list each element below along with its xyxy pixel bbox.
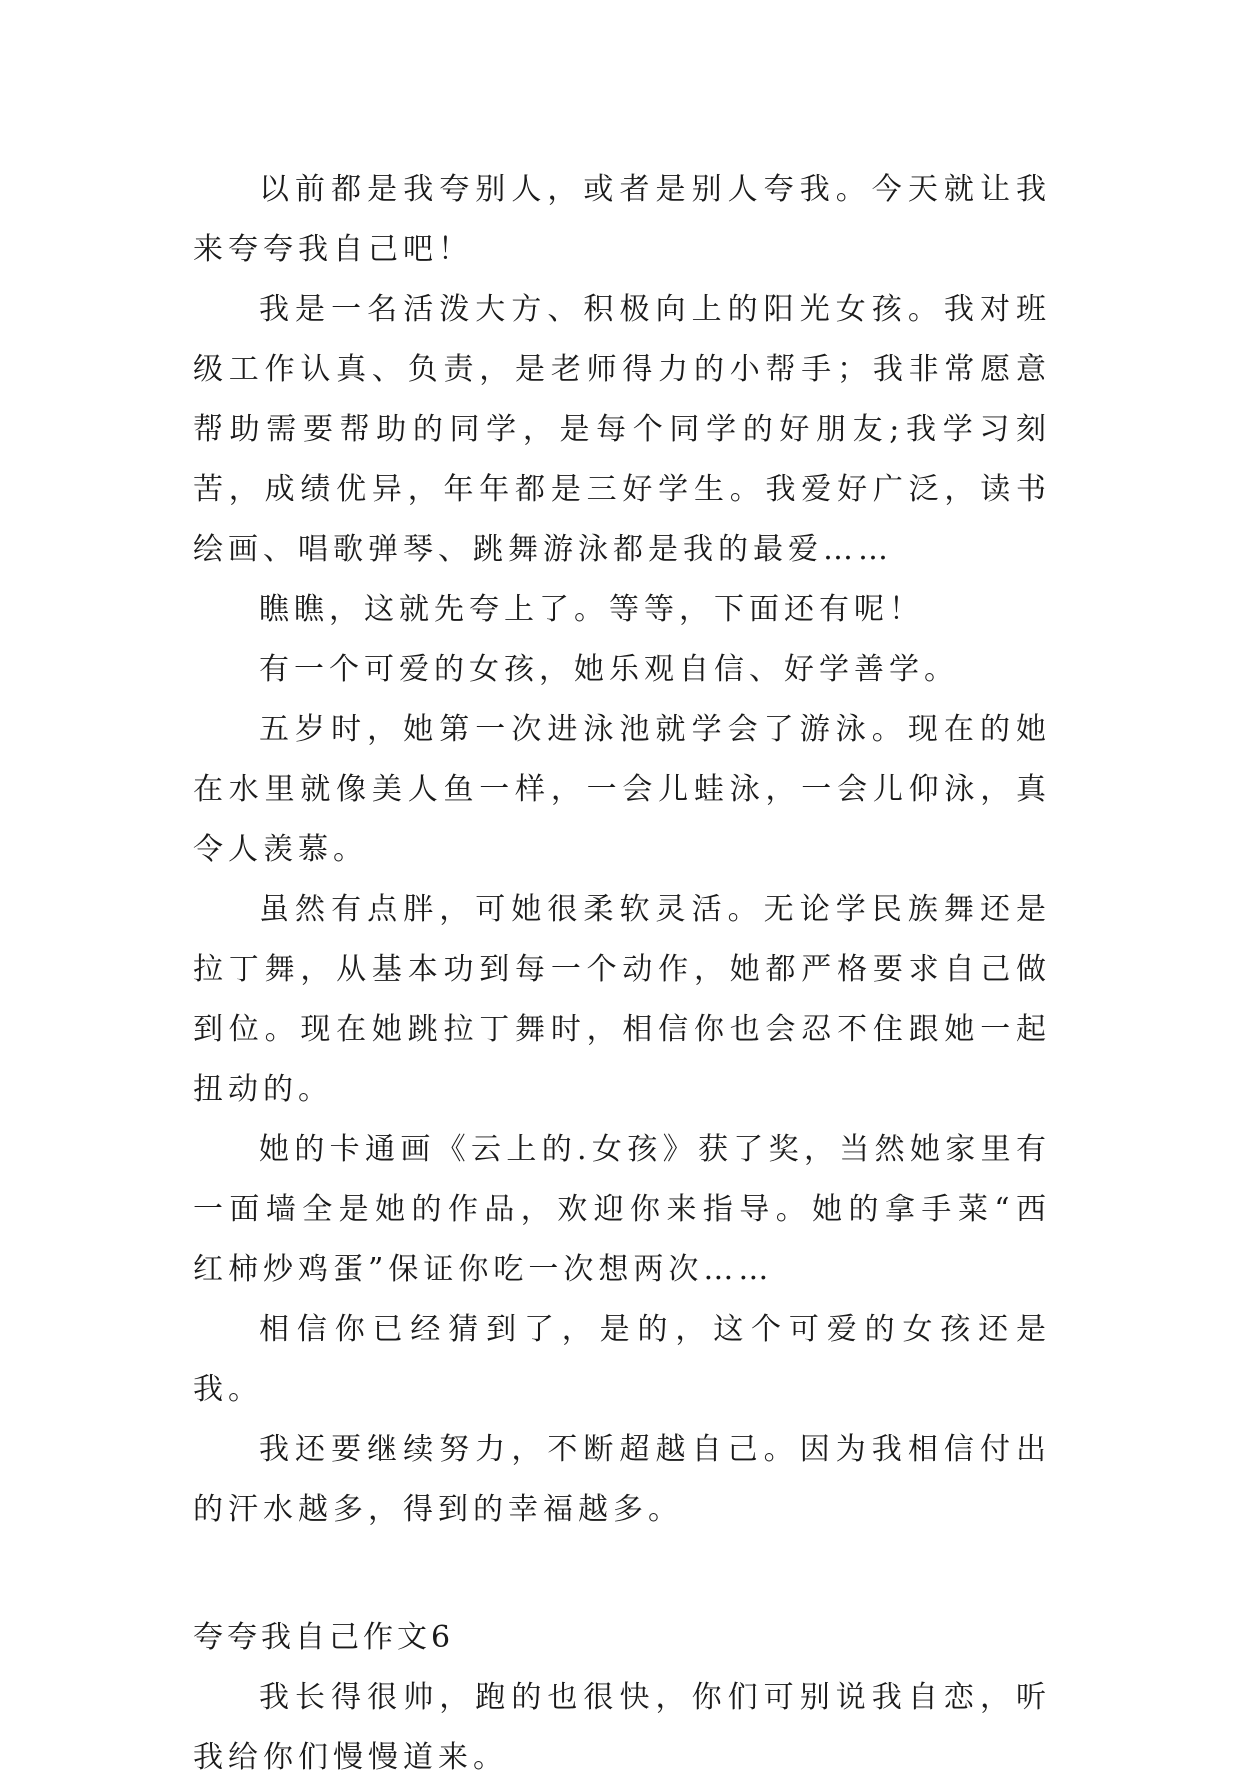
paragraph: 有一个可爱的女孩，她乐观自信、好学善学。 xyxy=(259,652,959,687)
paragraph: 我还要继续努力，不断超越自己。因为我相信付出的汗水越多，得到的幸福越多。 xyxy=(193,1432,1051,1527)
paragraph: 我是一名活泼大方、积极向上的阳光女孩。我对班级工作认真、负责，是老师得力的小帮手；我非常愿意帮助需要帮助的同学，是每个同学的好朋友;我学习刻苦，成绩优异，年年都是三好学生。我爱好广泛，读书绘画、唱歌弹琴、跳舞游泳都是我的最爱…… xyxy=(193,292,1051,567)
paragraph: 我长得很帅，跑的也很快，你们可别说我自恋，听我给你们慢慢道来。 xyxy=(193,1680,1051,1775)
paragraph: 以前都是我夸别人，或者是别人夸我。今天就让我来夸夸我自己吧！ xyxy=(193,172,1051,267)
paragraph: 她的卡通画《云上的.女孩》获了奖，当然她家里有一面墙全是她的作品，欢迎你来指导。她的拿手菜“西红柿炒鸡蛋”保证你吃一次想两次…… xyxy=(193,1132,1051,1287)
document-body xyxy=(193,160,1051,1788)
paragraph: 虽然有点胖，可她很柔软灵活。无论学民族舞还是拉丁舞，从基本功到每一个动作，她都严格要求自己做到位。现在她跳拉丁舞时，相信你也会忍不住跟她一起扭动的。 xyxy=(193,892,1051,1107)
paragraph: 五岁时，她第一次进泳池就学会了游泳。现在的她在水里就像美人鱼一样，一会儿蛙泳，一会儿仰泳，真令人羡慕。 xyxy=(193,712,1051,867)
paragraph: 相信你已经猜到了，是的，这个可爱的女孩还是我。 xyxy=(193,1312,1051,1407)
section-heading: 夸夸我自己作文6 xyxy=(193,1620,455,1655)
paragraph: 瞧瞧，这就先夸上了。等等，下面还有呢！ xyxy=(259,592,924,627)
